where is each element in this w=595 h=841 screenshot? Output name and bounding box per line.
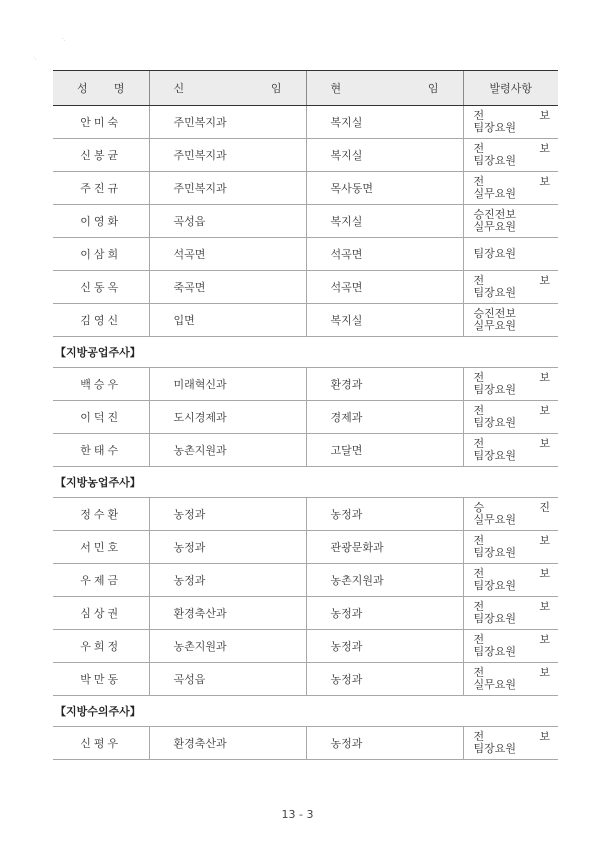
person-name: 한태수	[53, 434, 149, 467]
scan-speck: ·.	[62, 36, 66, 43]
appointment-remark	[463, 630, 558, 663]
remark-line: 전 보	[473, 567, 550, 580]
table-row	[53, 172, 558, 205]
remark-line: 전 보	[473, 437, 550, 450]
appointment-remark	[463, 401, 558, 434]
remark-line: 전 보	[473, 534, 550, 547]
appointment-remark	[463, 172, 558, 205]
appointment-remark	[463, 205, 558, 238]
current-post: 경제과	[306, 401, 463, 434]
remark-line: 전 보	[473, 142, 550, 155]
appointment-remark	[463, 271, 558, 304]
table-row	[53, 139, 558, 172]
table-row	[53, 498, 558, 531]
person-name: 정수환	[53, 498, 149, 531]
section-heading: 【지방수의주사】	[53, 696, 558, 727]
remark-line: 전 보	[473, 371, 550, 384]
table-row	[53, 271, 558, 304]
appointment-remark	[463, 498, 558, 531]
appointment-remark	[463, 564, 558, 597]
remark-line: 전 보	[473, 175, 550, 188]
table-row	[53, 531, 558, 564]
remark-line: 승 진	[473, 501, 550, 514]
new-post: 농정과	[149, 498, 306, 531]
remark-line: 팀장요원	[473, 286, 517, 299]
remark-line: 승진전보	[473, 208, 517, 221]
table-body	[53, 106, 558, 760]
remark-line: 전 보	[473, 666, 550, 679]
header-name: 성 명	[53, 71, 149, 106]
scan-speck: ·.	[33, 55, 37, 62]
appointment-remark	[463, 727, 558, 760]
table-header-row	[53, 71, 558, 106]
current-post: 석곡면	[306, 271, 463, 304]
appointment-remark	[463, 106, 558, 139]
new-post: 죽곡면	[149, 271, 306, 304]
person-name: 신평우	[53, 727, 149, 760]
person-name: 박만동	[53, 663, 149, 696]
section-heading-row	[53, 696, 558, 727]
new-post: 입면	[149, 304, 306, 337]
appointment-remark	[463, 304, 558, 337]
table-row	[53, 304, 558, 337]
remark-line: 전 보	[473, 600, 550, 613]
appointment-remark	[463, 663, 558, 696]
section-heading: 【지방공업주사】	[53, 337, 558, 368]
new-post: 주민복지과	[149, 139, 306, 172]
new-post: 미래혁신과	[149, 368, 306, 401]
new-post: 곡성읍	[149, 663, 306, 696]
new-post: 환경축산과	[149, 727, 306, 760]
table-row	[53, 401, 558, 434]
current-post: 복지실	[306, 139, 463, 172]
new-post: 농촌지원과	[149, 630, 306, 663]
remark-line: 승진전보	[473, 307, 517, 320]
person-name: 이덕진	[53, 401, 149, 434]
table-row	[53, 727, 558, 760]
table-row	[53, 205, 558, 238]
remark-line: 팀장요원	[473, 645, 517, 658]
remark-line: 팀장요원	[473, 449, 517, 462]
person-name: 백승우	[53, 368, 149, 401]
person-name: 신동옥	[53, 271, 149, 304]
remark-line: 실무요원	[473, 187, 517, 200]
new-post: 곡성읍	[149, 205, 306, 238]
remark-line: 전 보	[473, 730, 550, 743]
section-heading: 【지방농업주사】	[53, 467, 558, 498]
remark-line: 실무요원	[473, 513, 517, 526]
current-post: 농촌지원과	[306, 564, 463, 597]
appointment-remark	[463, 434, 558, 467]
current-post: 복지실	[306, 304, 463, 337]
remark-line: 전 보	[473, 274, 550, 287]
table-row	[53, 564, 558, 597]
header-remark: 발령사항	[463, 71, 558, 106]
remark-line: 팀장요원	[473, 416, 517, 429]
header-current-post: 현 임	[306, 71, 463, 106]
table-row	[53, 597, 558, 630]
person-name: 우희정	[53, 630, 149, 663]
current-post: 농정과	[306, 498, 463, 531]
remark-line: 실무요원	[473, 319, 517, 332]
remark-line: 팀장요원	[473, 247, 517, 260]
current-post: 농정과	[306, 663, 463, 696]
current-post: 환경과	[306, 368, 463, 401]
current-post: 관광문화과	[306, 531, 463, 564]
remark-line: 팀장요원	[473, 742, 517, 755]
person-name: 이삼희	[53, 238, 149, 271]
person-name: 이영화	[53, 205, 149, 238]
remark-line: 실무요원	[473, 678, 517, 691]
remark-line: 전 보	[473, 633, 550, 646]
new-post: 농정과	[149, 531, 306, 564]
current-post: 농정과	[306, 597, 463, 630]
table-row	[53, 630, 558, 663]
table-row	[53, 663, 558, 696]
new-post: 석곡면	[149, 238, 306, 271]
table-row	[53, 434, 558, 467]
remark-line: 팀장요원	[473, 154, 517, 167]
current-post: 목사동면	[306, 172, 463, 205]
remark-line: 팀장요원	[473, 579, 517, 592]
remark-line: 실무요원	[473, 220, 517, 233]
remark-line: 팀장요원	[473, 546, 517, 559]
section-heading-row	[53, 467, 558, 498]
appointment-remark	[463, 139, 558, 172]
appointment-remark	[463, 238, 558, 271]
page-number: 13 - 3	[281, 808, 314, 821]
table-row	[53, 238, 558, 271]
new-post: 농정과	[149, 564, 306, 597]
appointment-remark	[463, 531, 558, 564]
remark-line: 팀장요원	[473, 383, 517, 396]
remark-line: 팀장요원	[473, 612, 517, 625]
remark-line: 팀장요원	[473, 121, 517, 134]
current-post: 농정과	[306, 630, 463, 663]
person-name: 주진규	[53, 172, 149, 205]
personnel-table	[53, 70, 558, 760]
person-name: 심상권	[53, 597, 149, 630]
appointment-remark	[463, 368, 558, 401]
appointment-remark	[463, 597, 558, 630]
new-post: 환경축산과	[149, 597, 306, 630]
current-post: 복지실	[306, 106, 463, 139]
header-new-post: 신 임	[149, 71, 306, 106]
table-row	[53, 368, 558, 401]
current-post: 복지실	[306, 205, 463, 238]
table-row	[53, 106, 558, 139]
new-post: 도시경제과	[149, 401, 306, 434]
current-post: 농정과	[306, 727, 463, 760]
person-name: 서민호	[53, 531, 149, 564]
new-post: 주민복지과	[149, 106, 306, 139]
section-heading-row	[53, 337, 558, 368]
person-name: 안미숙	[53, 106, 149, 139]
remark-line: 전 보	[473, 404, 550, 417]
new-post: 농촌지원과	[149, 434, 306, 467]
remark-line: 전 보	[473, 109, 550, 122]
person-name: 김영신	[53, 304, 149, 337]
person-name: 신봉균	[53, 139, 149, 172]
current-post: 고달면	[306, 434, 463, 467]
new-post: 주민복지과	[149, 172, 306, 205]
current-post: 석곡면	[306, 238, 463, 271]
person-name: 우제금	[53, 564, 149, 597]
